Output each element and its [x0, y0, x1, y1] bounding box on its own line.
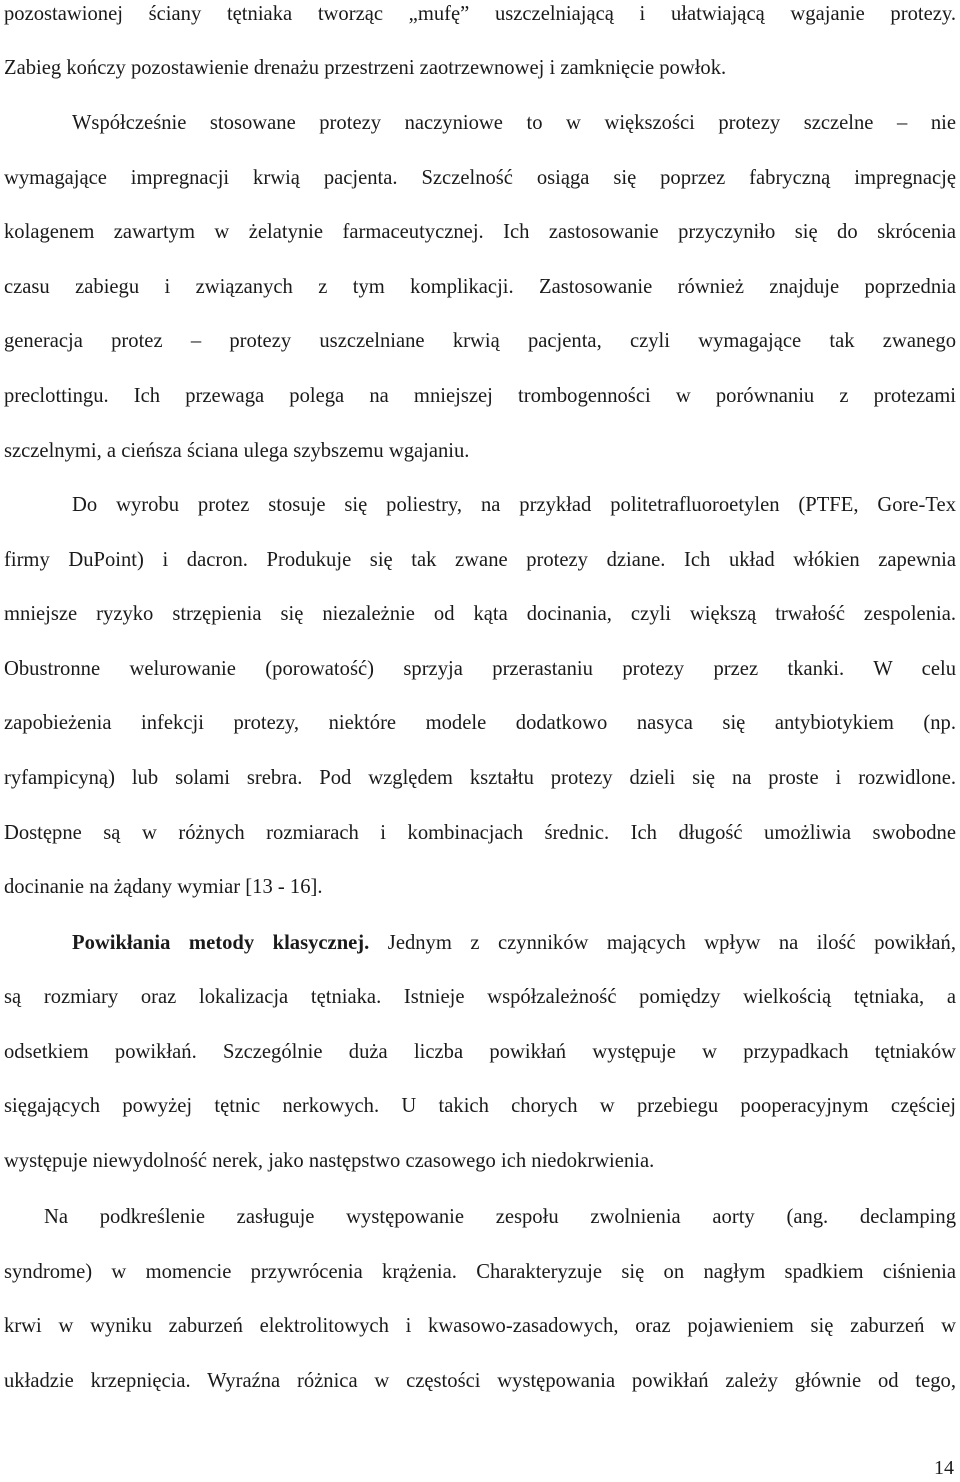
page-number: 14	[934, 1457, 954, 1479]
text-line: ryfampicyną) lub solami srebra. Pod względem kształtu protezy dzieli się na proste i rozwidlone.	[4, 767, 956, 789]
text-line: sięgających powyżej tętnic nerkowych. U takich chorych w przebiegu pooperacyjnym częściej	[4, 1095, 956, 1117]
text-line: układzie krzepnięcia. Wyraźna różnica w częstości występowania powikłań zależy głównie od tego,	[4, 1370, 956, 1392]
text-line: czasu zabiegu i związanych z tym komplikacji. Zastosowanie również znajduje poprzednia	[4, 276, 956, 298]
text-line: zapobieżenia infekcji protezy, niektóre modele dodatkowo nasyca się antybiotykiem (np.	[4, 712, 956, 734]
section-heading: Powikłania metody klasycznej.	[72, 932, 370, 954]
text-line: Zabieg kończy pozostawienie drenażu przestrzeni zaotrzewnowej i zamknięcie powłok.	[4, 57, 727, 79]
text-line: generacja protez – protezy uszczelniane krwią pacjenta, czyli wymagające tak zwanego	[4, 330, 956, 352]
text-line: Do wyrobu protez stosuje się poliestry, na przykład politetrafluoroetylen (PTFE, Gore-Tex	[72, 494, 956, 516]
text-line: syndrome) w momencie przywrócenia krążenia. Charakteryzuje się on nagłym spadkiem ciśnienia	[4, 1261, 956, 1283]
text-line: szczelnymi, a cieńsza ściana ulega szybszemu wgajaniu.	[4, 440, 470, 462]
text-line: Na podkreślenie zasługuje występowanie zespołu zwolnienia aorty (ang. declamping	[44, 1206, 956, 1228]
text-line: są rozmiary oraz lokalizacja tętniaka. Istnieje współzależność pomiędzy wielkością tętniaka, a	[4, 986, 956, 1008]
text-line: firmy DuPoint) i dacron. Produkuje się tak zwane protezy dziane. Ich układ włókien zapewnia	[4, 549, 956, 571]
heading-line-text: Jednym z czynników mających wpływ na ilość powikłań,	[369, 932, 956, 954]
section-heading-line	[72, 929, 956, 957]
text-line: krwi w wyniku zaburzeń elektrolitowych i kwasowo-zasadowych, oraz pojawieniem się zaburzeń w	[4, 1315, 956, 1337]
text-line: występuje niewydolność nerek, jako następstwo czasowego ich niedokrwienia.	[4, 1150, 655, 1172]
text-line: wymagające impregnacji krwią pacjenta. Szczelność osiąga się poprzez fabryczną impregnację	[4, 167, 956, 189]
text-line: kolagenem zawartym w żelatynie farmaceutycznej. Ich zastosowanie przyczyniło się do skrócenia	[4, 221, 956, 243]
text-line: docinanie na żądany wymiar [13 - 16].	[4, 876, 323, 898]
text-line: Obustronne welurowanie (porowatość) sprzyja przerastaniu protezy przez tkanki. W celu	[4, 658, 956, 680]
text-line: mniejsze ryzyko strzępienia się niezależnie od kąta docinania, czyli większą trwałość zespolenia.	[4, 603, 956, 625]
text-line: preclottingu. Ich przewaga polega na mniejszej trombogenności w porównaniu z protezami	[4, 385, 956, 407]
text-line: pozostawionej ściany tętniaka tworząc „mufę” uszczelniającą i ułatwiającą wgajanie protezy.	[4, 3, 956, 25]
text-line: odsetkiem powikłań. Szczególnie duża liczba powikłań występuje w przypadkach tętniaków	[4, 1041, 956, 1063]
text-line: Dostępne są w różnych rozmiarach i kombinacjach średnic. Ich długość umożliwia swobodne	[4, 822, 956, 844]
text-line: Współcześnie stosowane protezy naczyniowe to w większości protezy szczelne – nie	[72, 112, 956, 134]
